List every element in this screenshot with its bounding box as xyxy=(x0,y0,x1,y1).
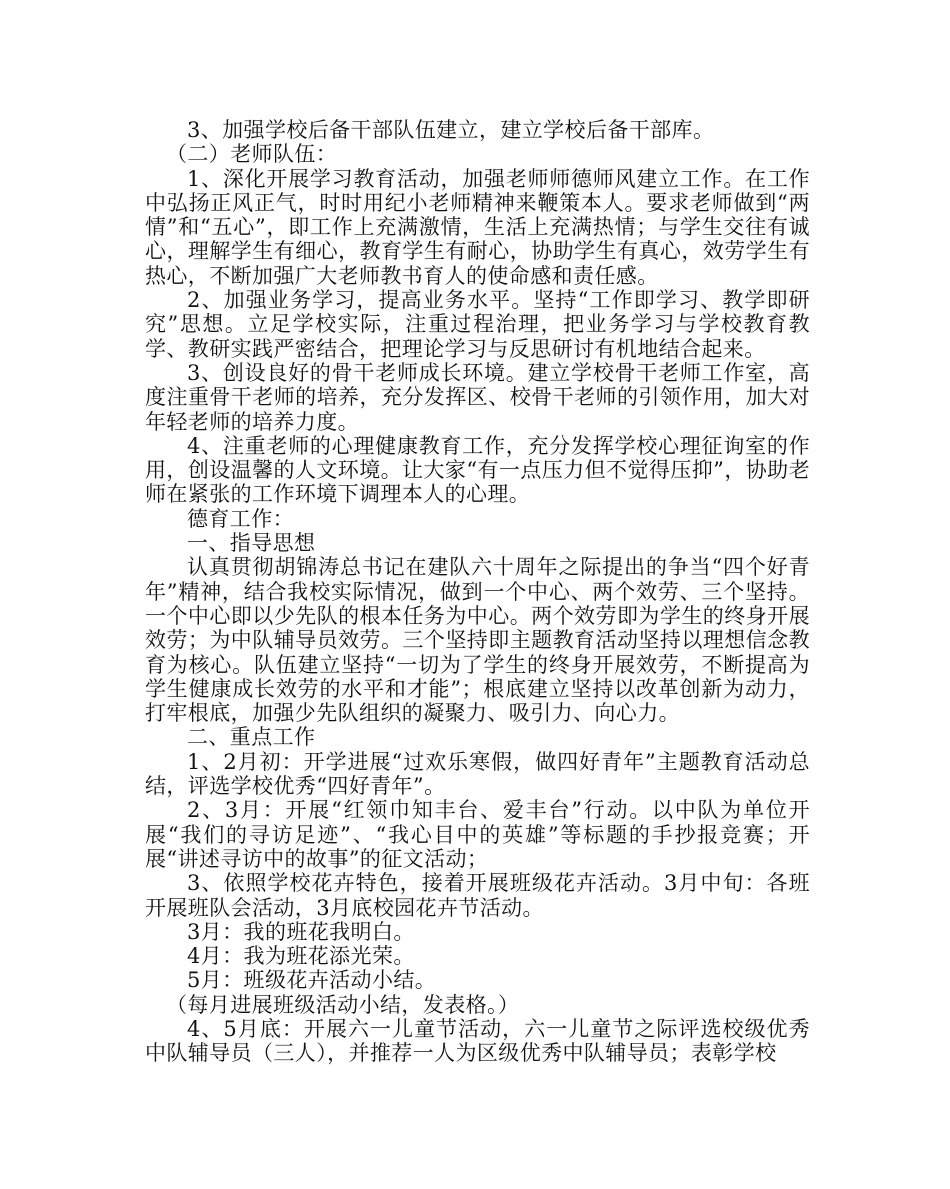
paragraph: 2、加强业务学习，提高业务水平。坚持“工作即学习、教学即研究”思想。立足学校实际，注重过程治理，把业务学习与学校教育教学、教研实践严密结合，把理论学习与反思研讨有机地结合起来。 xyxy=(145,288,810,361)
paragraph: 认真贯彻胡锦涛总书记在建队六十周年之际提出的争当“四个好青年”精神，结合我校实际情况，做到一个中心、两个效劳、三个坚持。一个中心即以少先队的根本任务为中心。两个效劳即为学生的终身开展效劳；为中队辅导员效劳。三个坚持即主题教育活动坚持以理想信念教育为核心。队伍建立坚持“一切为了学生的终身开展效劳，不断提高为学生健康成长效劳的水平和才能”；根底建立坚持以改革创新为动力，打牢根底，加强少先队组织的凝聚力、吸引力、向心力。 xyxy=(145,555,810,726)
paragraph: （每月进展班级活动小结，发表格。） xyxy=(166,992,520,1017)
paragraph: 3月：我的班花我明白。 xyxy=(187,919,415,944)
paragraph: 4、注重老师的心理健康教育工作，充分发挥学校心理征询室的作用，创设温馨的人文环境。让大家“有一点压力但不觉得压抑”，协助老师在紧张的工作环境下调理本人的心理。 xyxy=(145,433,810,507)
paragraph: 3、依照学校花卉特色，接着开展班级花卉活动。3月中旬：各班开展班队会活动，3月底校园花卉节活动。 xyxy=(145,871,810,920)
paragraph: 4月：我为班花添光荣。 xyxy=(187,944,415,969)
paragraph: 3、创设良好的骨干老师成长环境。建立学校骨干老师工作室，高度注重骨干老师的培养，充分发挥区、校骨干老师的引领作用，加大对年轻老师的培养力度。 xyxy=(145,360,810,434)
paragraph: 1、2月初：开学进展“过欢乐寒假，做四好青年”主题教育活动总结，评选学校优秀“四好青年”。 xyxy=(145,749,810,799)
paragraph: 3、加强学校后备干部队伍建立，建立学校后备干部库。 xyxy=(187,118,715,142)
paragraph: 4、5月底：开展六一儿童节活动，六一儿童节之际评选校级优秀中队辅导员（三人），并推荐一人为区级优秀中队辅导员；表彰学校 xyxy=(145,1016,810,1066)
paragraph: 2、3月：开展“红领巾知丰台、爱丰台”行动。以中队为单位开展“我们的寻访足迹”、“我心目中的英雄”等标题的手抄报竞赛；开展“讲述寻访中的故事”的征文活动； xyxy=(145,798,810,871)
section-heading: 德育工作： xyxy=(187,506,294,531)
section-heading: 二、重点工作 xyxy=(187,725,316,750)
section-heading: 一、指导思想 xyxy=(187,531,316,556)
section-heading: （二）老师队伍： xyxy=(166,142,338,167)
document-page xyxy=(145,118,810,1066)
paragraph: 5月：班级花卉活动小结。 xyxy=(187,968,437,993)
paragraph: 1、深化开展学习教育活动，加强老师师德师风建立工作。在工作中弘扬正风正气，时时用纪小老师精神来鞭策本人。要求老师做到“两情”和“五心”，即工作上充满激情，生活上充满热情；与学生交往有诚心，理解学生有细心，教育学生有耐心，协助学生有真心，效劳学生有热心，不断加强广大老师教书育人的使命感和责任感。 xyxy=(145,166,810,288)
